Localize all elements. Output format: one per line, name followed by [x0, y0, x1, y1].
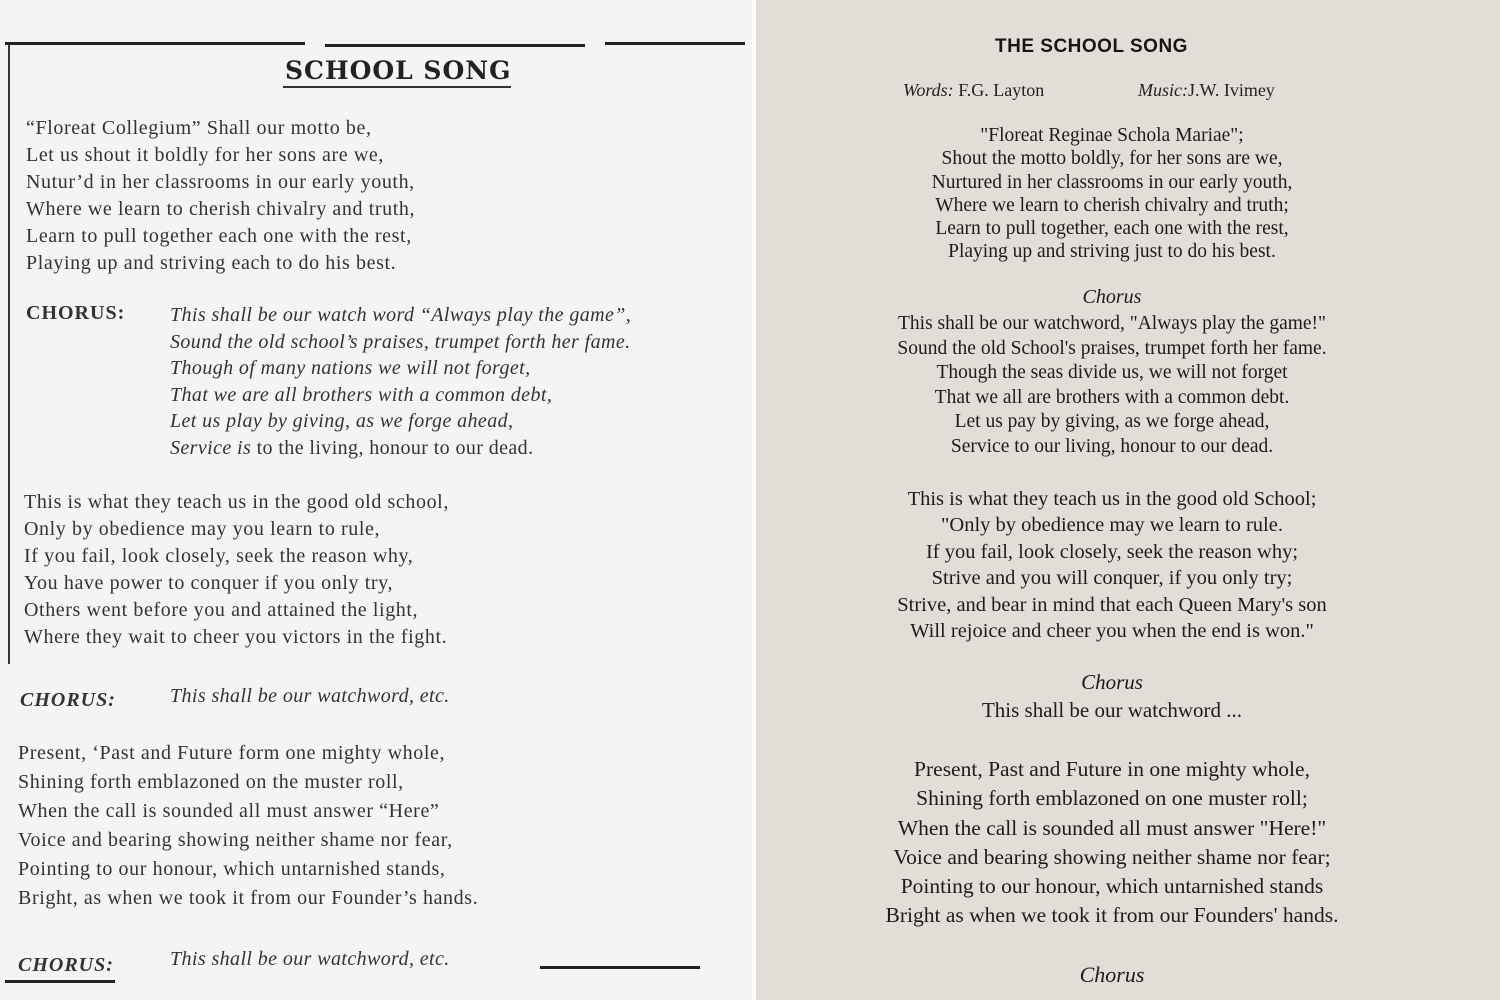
chorus-label: CHORUS:	[20, 689, 116, 711]
frame-bottom-rule	[5, 980, 115, 983]
chorus-line: That we all are brothers with a common debt.	[934, 386, 1290, 408]
chorus-line	[170, 435, 631, 462]
right-verse-3	[886, 755, 1339, 931]
chorus-line: This shall be our watchword, "Always play the game!"	[897, 313, 1327, 334]
chorus-label: CHORUS:	[18, 954, 114, 976]
verse-line: Nurtured in her classrooms in our early youth,	[931, 171, 1293, 193]
frame-left-rule	[8, 44, 10, 664]
chorus-heading: Chorus	[1082, 286, 1142, 308]
right-verse-1	[932, 124, 1293, 264]
verse-line: You have power to conquer if you only try,	[24, 572, 394, 594]
verse-line: Present, ‘Past and Future form one mighty whole,	[18, 742, 446, 764]
chorus-line: Sound the old School's praises, trumpet forth her fame.	[897, 337, 1327, 359]
right-song-title: THE SCHOOL SONG	[995, 36, 1188, 57]
verse-line: Strive and you will conquer, if you only try;	[931, 567, 1293, 590]
chorus-line: This shall be our watch word “Always play the game”,	[170, 304, 632, 326]
chorus-heading: Chorus	[1079, 962, 1145, 987]
verse-line: Strive, and bear in mind that each Queen Mary's son	[897, 593, 1327, 616]
verse-line: Where we learn to cherish chivalry and truth,	[26, 198, 416, 220]
left-song-title: SCHOOL SONG	[285, 56, 512, 85]
verse-line: Others went before you and attained the light,	[24, 599, 419, 621]
words-author: F.G. Layton	[958, 80, 1045, 100]
right-chorus-reference: This shall be our watchword ...	[981, 698, 1243, 722]
chorus-reference: This shall be our watchword, etc.	[170, 948, 450, 970]
words-label: Words:	[903, 80, 954, 100]
frame-top-rule	[325, 44, 585, 47]
chorus-line-upright: to the living, honour to our dead.	[251, 436, 534, 459]
verse-line: If you fail, look closely, seek the reason why;	[925, 540, 1299, 563]
verse-line: Shout the motto boldly, for her sons are we,	[941, 148, 1283, 170]
verse-line: Pointing to our honour, which untarnished stands,	[18, 858, 446, 880]
verse-line: "Only by obedience may we learn to rule.	[941, 514, 1283, 537]
left-verse-1	[26, 115, 415, 277]
verse-line: Learn to pull together, each one with the rest,	[935, 218, 1289, 240]
verse-line: Where they wait to cheer you victors in the fight.	[24, 626, 448, 648]
chorus-label: CHORUS:	[26, 302, 126, 324]
chorus-line: Sound the old school’s praises, trumpet forth her fame.	[170, 330, 631, 353]
chorus-line: Let us play by giving, as we forge ahead,	[170, 410, 514, 432]
right-verse-2	[897, 486, 1327, 644]
verse-line: Bright, as when we took it from our Founder’s hands.	[18, 887, 479, 909]
chorus-line: Though the seas divide us, we will not forget	[936, 362, 1288, 384]
chorus-line: Let us pay by giving, as we forge ahead,	[954, 411, 1270, 433]
verse-line: When the call is sounded all must answer “Here”	[18, 800, 440, 822]
verse-line: Playing up and striving each to do his best.	[26, 252, 397, 274]
verse-line: Shining forth emblazoned on the muster roll,	[18, 771, 404, 793]
verse-line: Only by obedience may you learn to rule,	[24, 518, 381, 540]
frame-top-rule	[605, 42, 745, 45]
music-label: Music:	[1138, 80, 1188, 100]
chorus-line: Service to our living, honour to our dead.	[950, 435, 1274, 457]
verse-line: Playing up and striving just to do his best.	[948, 241, 1276, 263]
verse-line: Voice and bearing showing neither shame nor fear,	[18, 829, 453, 851]
words-credit	[903, 80, 1044, 101]
verse-line: Let us shout it boldly for her sons are we,	[26, 144, 384, 166]
verse-line: This is what they teach us in the good old School;	[907, 488, 1317, 510]
verse-line: Voice and bearing showing neither shame nor fear;	[893, 844, 1331, 869]
verse-line: If you fail, look closely, seek the reason why,	[24, 545, 414, 567]
verse-line: Shining forth emblazoned on one muster roll;	[916, 786, 1308, 811]
left-verse-3	[18, 739, 478, 913]
left-chorus	[170, 302, 631, 461]
chorus-line-italic: Service is	[170, 436, 252, 459]
frame-top-rule	[5, 42, 305, 45]
chorus-heading: Chorus	[1081, 670, 1143, 694]
chorus-reference: This shall be our watchword, etc.	[170, 685, 450, 707]
verse-line: Pointing to our honour, which untarnished stands	[900, 874, 1324, 899]
verse-line: “Floreat Collegium” Shall our motto be,	[26, 117, 372, 139]
chorus-line: That we are all brothers with a common debt,	[170, 383, 553, 406]
verse-line: Bright as when we took it from our Founders' hands.	[885, 903, 1339, 928]
verse-line: Will rejoice and cheer you when the end is won."	[910, 620, 1314, 643]
frame-bottom-rule	[540, 966, 700, 969]
verse-line: Present, Past and Future in one mighty whole,	[914, 757, 1310, 781]
chorus-line: Though of many nations we will not forget,	[170, 357, 531, 379]
music-author: J.W. Ivimey	[1187, 80, 1275, 100]
verse-line: When the call is sounded all must answer "Here!"	[897, 815, 1327, 840]
music-credit	[1138, 80, 1275, 101]
verse-line: "Floreat Reginae Schola Mariae";	[980, 125, 1244, 146]
verse-line: This is what they teach us in the good old school,	[24, 491, 449, 513]
verse-line: Where we learn to cherish chivalry and truth;	[935, 194, 1289, 216]
title-underline	[283, 86, 511, 88]
verse-line: Learn to pull together each one with the rest,	[26, 225, 412, 247]
verse-line: Nutur’d in her classrooms in our early youth,	[26, 171, 415, 193]
left-verse-2	[24, 489, 449, 651]
right-chorus	[897, 312, 1326, 460]
